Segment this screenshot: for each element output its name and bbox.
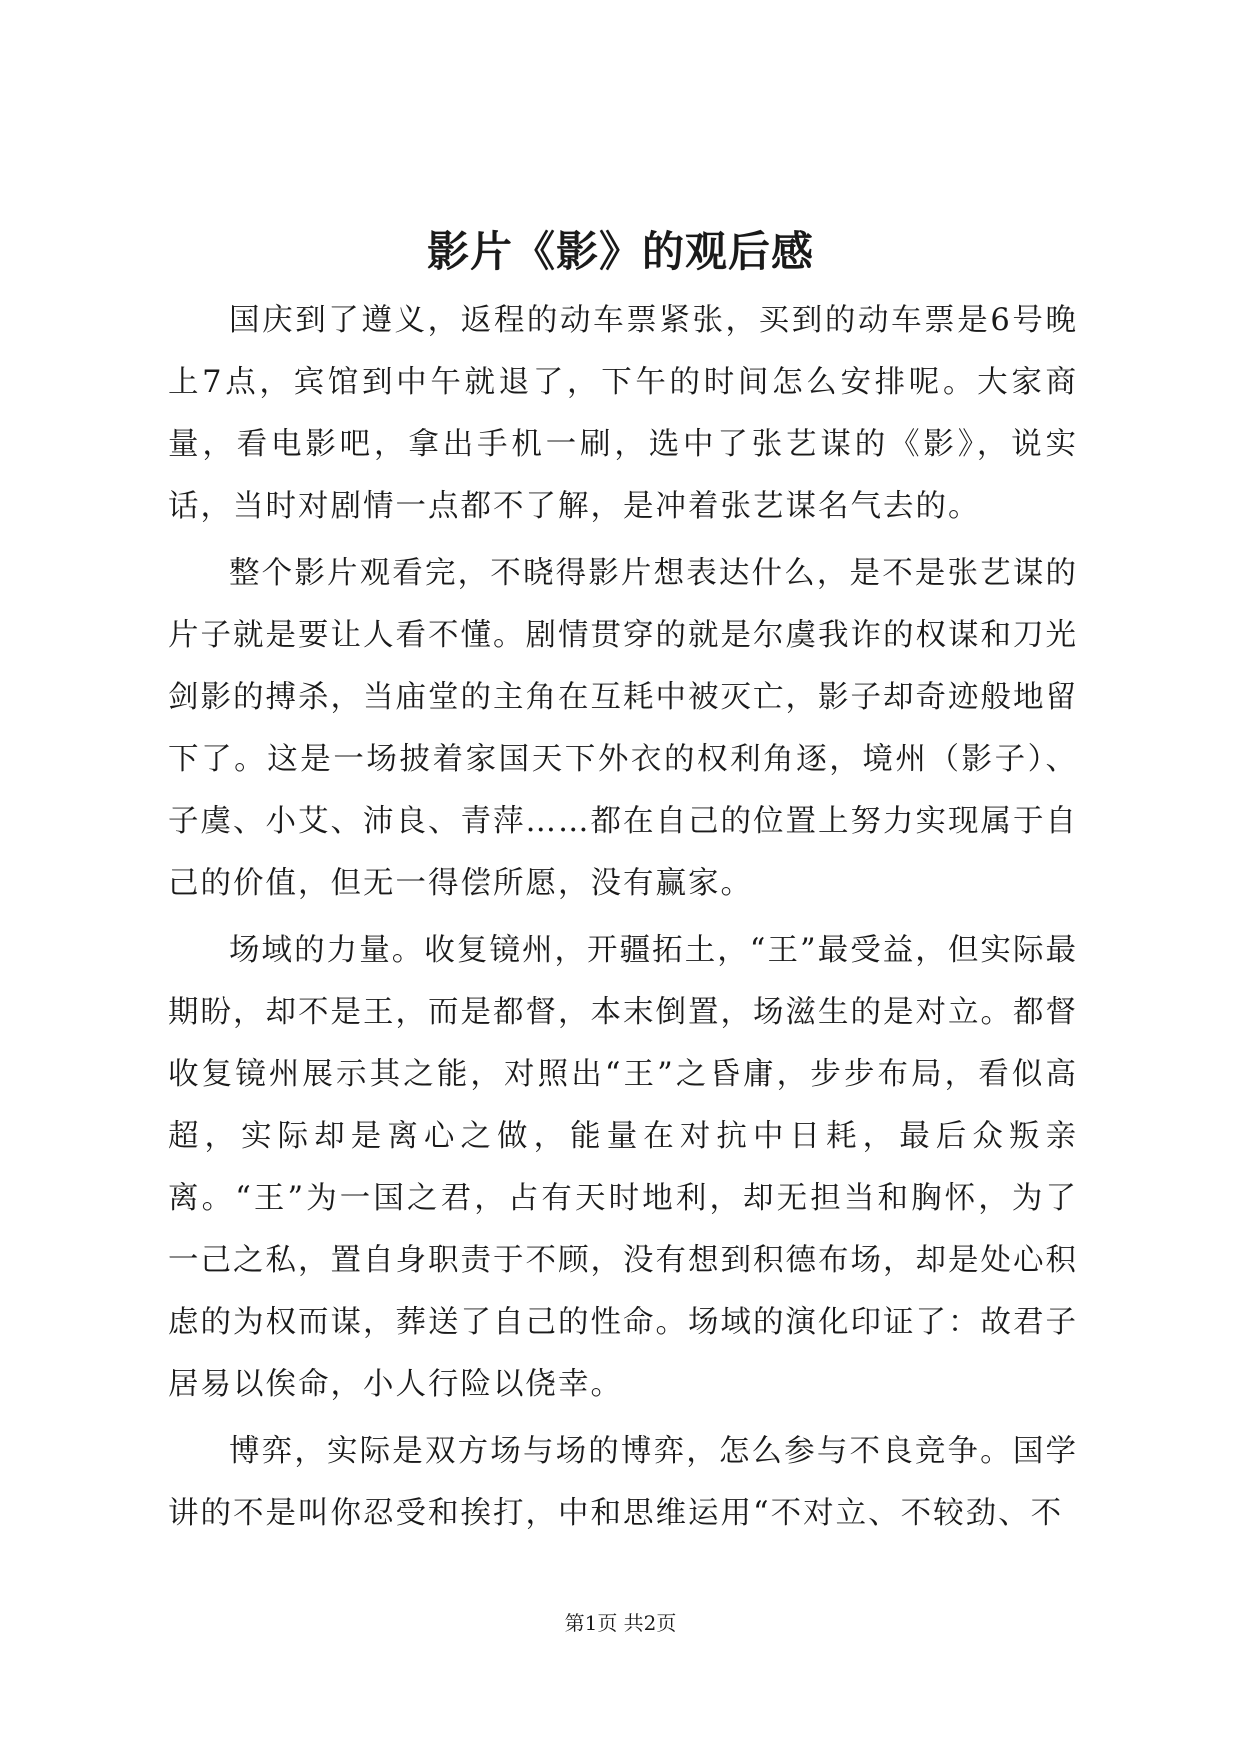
paragraph: 场域的力量。收复镜州，开疆拓土，“王”最受益，但实际最期盼，却不是王，而是都督，本末倒置，场滋生的是对立。都督收复镜州展示其之能，对照出“王”之昏庸，步步布局，看似高超，实际却是离心之做，能量在对抗中日耗，最后众叛亲离。“王”为一国之君，占有天时地利，却无担当和胸怀，为了一己之私，置自身职责于不顾，没有想到积德布场，却是处心积虑的为权而谋，葬送了自己的性命。场域的演化印证了：故君子居易以俟命，小人行险以侥幸。: [168, 933, 1078, 1402]
page-footer: 第1页 共2页: [564, 1611, 677, 1635]
paragraph: 整个影片观看完，不晓得影片想表达什么，是不是张艺谋的片子就是要让人看不懂。剧情贯穿的就是尔虞我诈的权谋和刀光剑影的搏杀，当庙堂的主角在互耗中被灭亡，影子却奇迹般地留下了。这是一场披着家国天下外衣的权利角逐，境州（影子）、子虞、小艾、沛良、青萍……都在自己的位置上努力实现属于自己的价值，但无一得偿所愿，没有赢家。: [168, 556, 1078, 901]
paragraph: 国庆到了遵义，返程的动车票紧张，买到的动车票是6号晚上7点，宾馆到中午就退了，下午的时间怎么安排呢。大家商量，看电影吧，拿出手机一刷，选中了张艺谋的《影》，说实话，当时对剧情一点都不了解，是冲着张艺谋名气去的。: [168, 303, 1078, 524]
document-title: 影片《影》的观后感: [426, 227, 814, 276]
paragraph: 博弈，实际是双方场与场的博弈，怎么参与不良竞争。国学讲的不是叫你忍受和挨打，中和思维运用“不对立、不较劲、不: [168, 1434, 1078, 1531]
document-body: [168, 290, 1078, 1550]
